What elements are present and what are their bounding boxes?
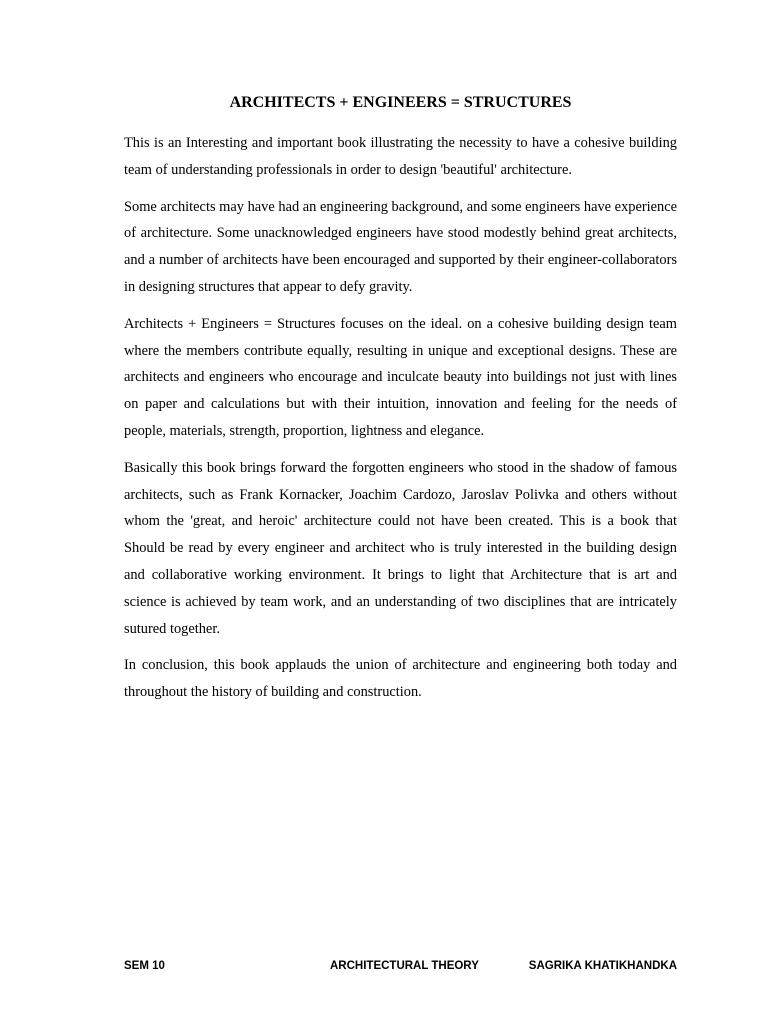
paragraph-forgotten-engineers: Basically this book brings forward the forgotten engineers who stood in the shadow of famous architects, such as Frank Kornacker, Joachim Cardozo, Jaroslav Polivka and others without whom the 'great, and heroic' architecture could not have been created. This is a book that Should be read by every engineer and architect who is truly interested in the building design and collaborative working environment. It brings to light that Architecture that is art and science is achieved by team work, and an understanding of two disciplines that are intricately sutured together.: [124, 459, 677, 637]
footer-semester: SEM 10: [124, 960, 165, 972]
footer-subject: ARCHITECTURAL THEORY: [330, 960, 479, 972]
footer-author: SAGRIKA KHATIKHANDKA: [528, 960, 677, 972]
page-title: ARCHITECTS + ENGINEERS = STRUCTURES: [229, 94, 572, 111]
paragraph-background: Some architects may have had an engineering background, and some engineers have experience of architecture. Some unacknowledged engineers have stood modestly behind great architects, and a number of architects have been encouraged and supported by their engineer-collaborators in designing structures that appear to defy gravity.: [124, 198, 677, 295]
paragraph-intro: This is an Interesting and important book illustrating the necessity to have a cohesive building team of understanding professionals in order to design 'beautiful' architecture.: [124, 135, 677, 178]
document-body: [124, 130, 677, 716]
page-footer: [124, 960, 677, 978]
paragraph-focus: Architects + Engineers = Structures focuses on the ideal. on a cohesive building design team where the members contribute equally, resulting in unique and exceptional designs. These are architects and engineers who encourage and inculcate beauty into buildings not just with lines on paper and calculations but with their intuition, innovation and feeling for the needs of people, materials, strength, proportion, lightness and elegance.: [124, 315, 677, 439]
paragraph-conclusion: In conclusion, this book applauds the union of architecture and engineering both today and throughout the history of building and construction.: [124, 657, 677, 701]
